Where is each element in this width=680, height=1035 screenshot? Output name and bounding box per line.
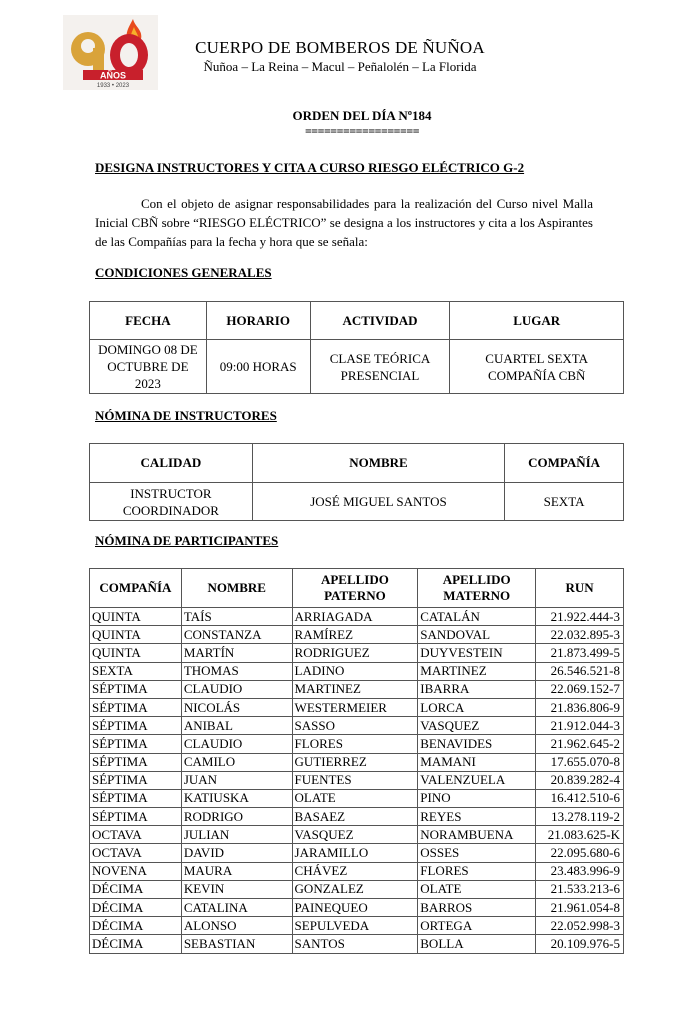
company-cell: SEXTA (505, 483, 624, 521)
company-cell: QUINTA (90, 608, 182, 626)
participants-table (89, 568, 624, 954)
table-header-row (90, 302, 624, 340)
table-row (90, 789, 624, 807)
company-cell: NOVENA (90, 862, 182, 880)
run-cell: 22.069.152-7 (536, 680, 624, 698)
paternal-surname-cell: GONZALEZ (292, 880, 418, 898)
paternal-surname-cell: FUENTES (292, 771, 418, 789)
maternal-surname-cell: SANDOVAL (418, 626, 536, 644)
company-cell: QUINTA (90, 644, 182, 662)
maternal-surname-cell: PINO (418, 789, 536, 807)
company-cell: OCTAVA (90, 844, 182, 862)
table-row (90, 753, 624, 771)
table-row (90, 717, 624, 735)
time-cell: 09:00 HORAS (206, 340, 310, 394)
paternal-surname-cell: WESTERMEIER (292, 698, 418, 716)
company-cell: SÉPTIMA (90, 753, 182, 771)
table-row (90, 844, 624, 862)
run-cell: 21.961.054-8 (536, 899, 624, 917)
paternal-surname-cell: VASQUEZ (292, 826, 418, 844)
table-row (90, 917, 624, 935)
run-cell: 21.873.499-5 (536, 644, 624, 662)
company-cell: QUINTA (90, 626, 182, 644)
company-cell: SÉPTIMA (90, 808, 182, 826)
role-cell: INSTRUCTOR COORDINADOR (90, 483, 253, 521)
company-cell: SÉPTIMA (90, 698, 182, 716)
name-cell: CAMILO (181, 753, 292, 771)
paternal-surname-cell: BASAEZ (292, 808, 418, 826)
order-title-separator: ================== (304, 124, 420, 138)
column-header: APELLIDO PATERNO (292, 569, 418, 608)
run-cell: 21.962.645-2 (536, 735, 624, 753)
company-cell: SEXTA (90, 662, 182, 680)
name-cell: CLAUDIO (181, 680, 292, 698)
maternal-surname-cell: MAMANI (418, 753, 536, 771)
fire-department-90-years-logo (63, 15, 158, 90)
name-cell: MAURA (181, 862, 292, 880)
table-header-row (90, 569, 624, 608)
maternal-surname-cell: IBARRA (418, 680, 536, 698)
column-header: COMPAÑÍA (90, 569, 182, 608)
maternal-surname-cell: OSSES (418, 844, 536, 862)
instructors-table (89, 443, 624, 521)
place-cell: CUARTEL SEXTA COMPAÑÍA CBÑ (450, 340, 624, 394)
designation-heading: DESIGNA INSTRUCTORES Y CITA A CURSO RIESGO ELÉCTRICO G-2 (95, 160, 525, 175)
name-cell: THOMAS (181, 662, 292, 680)
maternal-surname-cell: OLATE (418, 880, 536, 898)
name-cell: JULIAN (181, 826, 292, 844)
run-cell: 23.483.996-9 (536, 862, 624, 880)
run-cell: 16.412.510-6 (536, 789, 624, 807)
table-row (90, 608, 624, 626)
name-cell: SEBASTIAN (181, 935, 292, 953)
paternal-surname-cell: SASSO (292, 717, 418, 735)
column-header: HORARIO (206, 302, 310, 340)
general-conditions-table (89, 301, 624, 394)
run-cell: 21.922.444-3 (536, 608, 624, 626)
table-header-row (90, 444, 624, 483)
run-cell: 20.839.282-4 (536, 771, 624, 789)
activity-cell: CLASE TEÓRICA PRESENCIAL (310, 340, 450, 394)
table-row (90, 680, 624, 698)
column-header: NOMBRE (252, 444, 504, 483)
company-cell: SÉPTIMA (90, 717, 182, 735)
table-row (90, 808, 624, 826)
name-cell: CLAUDIO (181, 735, 292, 753)
maternal-surname-cell: VALENZUELA (418, 771, 536, 789)
table-row (90, 771, 624, 789)
maternal-surname-cell: NORAMBUENA (418, 826, 536, 844)
table-row (90, 935, 624, 953)
name-cell: TAÍS (181, 608, 292, 626)
column-header: ACTIVIDAD (310, 302, 450, 340)
run-cell: 21.912.044-3 (536, 717, 624, 735)
name-cell: NICOLÁS (181, 698, 292, 716)
participants-heading: NÓMINA DE PARTICIPANTES (95, 533, 279, 548)
maternal-surname-cell: ORTEGA (418, 917, 536, 935)
table-row (90, 899, 624, 917)
paternal-surname-cell: ARRIAGADA (292, 608, 418, 626)
name-cell: JOSÉ MIGUEL SANTOS (252, 483, 504, 521)
maternal-surname-cell: CATALÁN (418, 608, 536, 626)
name-cell: ALONSO (181, 917, 292, 935)
general-conditions-heading: CONDICIONES GENERALES (95, 265, 272, 280)
name-cell: CONSTANZA (181, 626, 292, 644)
name-cell: JUAN (181, 771, 292, 789)
table-row (90, 340, 624, 394)
paternal-surname-cell: RAMÍREZ (292, 626, 418, 644)
paternal-surname-cell: CHÁVEZ (292, 862, 418, 880)
run-cell: 21.836.806-9 (536, 698, 624, 716)
name-cell: CATALINA (181, 899, 292, 917)
maternal-surname-cell: VASQUEZ (418, 717, 536, 735)
company-cell: SÉPTIMA (90, 680, 182, 698)
paternal-surname-cell: LADINO (292, 662, 418, 680)
participants-table-body (90, 608, 624, 954)
paternal-surname-cell: OLATE (292, 789, 418, 807)
table-row (90, 626, 624, 644)
maternal-surname-cell: FLORES (418, 862, 536, 880)
column-header: COMPAÑÍA (505, 444, 624, 483)
name-cell: KATIUSKA (181, 789, 292, 807)
table-row (90, 735, 624, 753)
paternal-surname-cell: GUTIERREZ (292, 753, 418, 771)
table-row (90, 698, 624, 716)
run-cell: 22.032.895-3 (536, 626, 624, 644)
maternal-surname-cell: REYES (418, 808, 536, 826)
company-cell: DÉCIMA (90, 935, 182, 953)
column-header: CALIDAD (90, 444, 253, 483)
maternal-surname-cell: BARROS (418, 899, 536, 917)
company-cell: SÉPTIMA (90, 789, 182, 807)
column-header: LUGAR (450, 302, 624, 340)
maternal-surname-cell: DUYVESTEIN (418, 644, 536, 662)
paternal-surname-cell: RODRIGUEZ (292, 644, 418, 662)
logo-years-text: 1933 • 2023 (96, 83, 130, 89)
company-cell: DÉCIMA (90, 917, 182, 935)
paternal-surname-cell: JARAMILLO (292, 844, 418, 862)
run-cell: 26.546.521-8 (536, 662, 624, 680)
company-cell: DÉCIMA (90, 880, 182, 898)
name-cell: KEVIN (181, 880, 292, 898)
table-row (90, 483, 624, 521)
company-cell: SÉPTIMA (90, 771, 182, 789)
company-cell: OCTAVA (90, 826, 182, 844)
name-cell: MARTÍN (181, 644, 292, 662)
run-cell: 13.278.119-2 (536, 808, 624, 826)
table-row (90, 662, 624, 680)
run-cell: 20.109.976-5 (536, 935, 624, 953)
paternal-surname-cell: SEPULVEDA (292, 917, 418, 935)
paternal-surname-cell: FLORES (292, 735, 418, 753)
paternal-surname-cell: MARTINEZ (292, 680, 418, 698)
maternal-surname-cell: LORCA (418, 698, 536, 716)
company-cell: SÉPTIMA (90, 735, 182, 753)
maternal-surname-cell: MARTINEZ (418, 662, 536, 680)
order-of-the-day-title: ORDEN DEL DÍA Nº184 (292, 108, 432, 123)
name-cell: DAVID (181, 844, 292, 862)
run-cell: 17.655.070-8 (536, 753, 624, 771)
table-row (90, 644, 624, 662)
intro-paragraph: Con el objeto de asignar responsabilidades para la realización del Curso nivel Malla Inicial CBÑ sobre “RIESGO ELÉCTRICO” se designa a los instructores y cita a los Aspirantes de las Compañías para la fecha y hora que se señala: (95, 196, 593, 249)
instructors-heading: NÓMINA DE INSTRUCTORES (95, 408, 277, 423)
table-row (90, 880, 624, 898)
name-cell: RODRIGO (181, 808, 292, 826)
column-header: FECHA (90, 302, 207, 340)
maternal-surname-cell: BENAVIDES (418, 735, 536, 753)
maternal-surname-cell: BOLLA (418, 935, 536, 953)
logo-anos-text: AÑOS (99, 70, 127, 81)
table-row (90, 862, 624, 880)
column-header: NOMBRE (181, 569, 292, 608)
run-cell: 22.052.998-3 (536, 917, 624, 935)
date-cell: DOMINGO 08 DE OCTUBRE DE 2023 (90, 340, 207, 394)
run-cell: 21.083.625-K (536, 826, 624, 844)
run-cell: 21.533.213-6 (536, 880, 624, 898)
name-cell: ANIBAL (181, 717, 292, 735)
run-cell: 22.095.680-6 (536, 844, 624, 862)
organization-title: CUERPO DE BOMBEROS DE ÑUÑOA (195, 38, 485, 57)
company-cell: DÉCIMA (90, 899, 182, 917)
paternal-surname-cell: PAINEQUEO (292, 899, 418, 917)
organization-communes: Ñuñoa – La Reina – Macul – Peñalolén – La Florida (203, 59, 477, 74)
column-header: RUN (536, 569, 624, 608)
column-header: APELLIDO MATERNO (418, 569, 536, 608)
table-row (90, 826, 624, 844)
paternal-surname-cell: SANTOS (292, 935, 418, 953)
